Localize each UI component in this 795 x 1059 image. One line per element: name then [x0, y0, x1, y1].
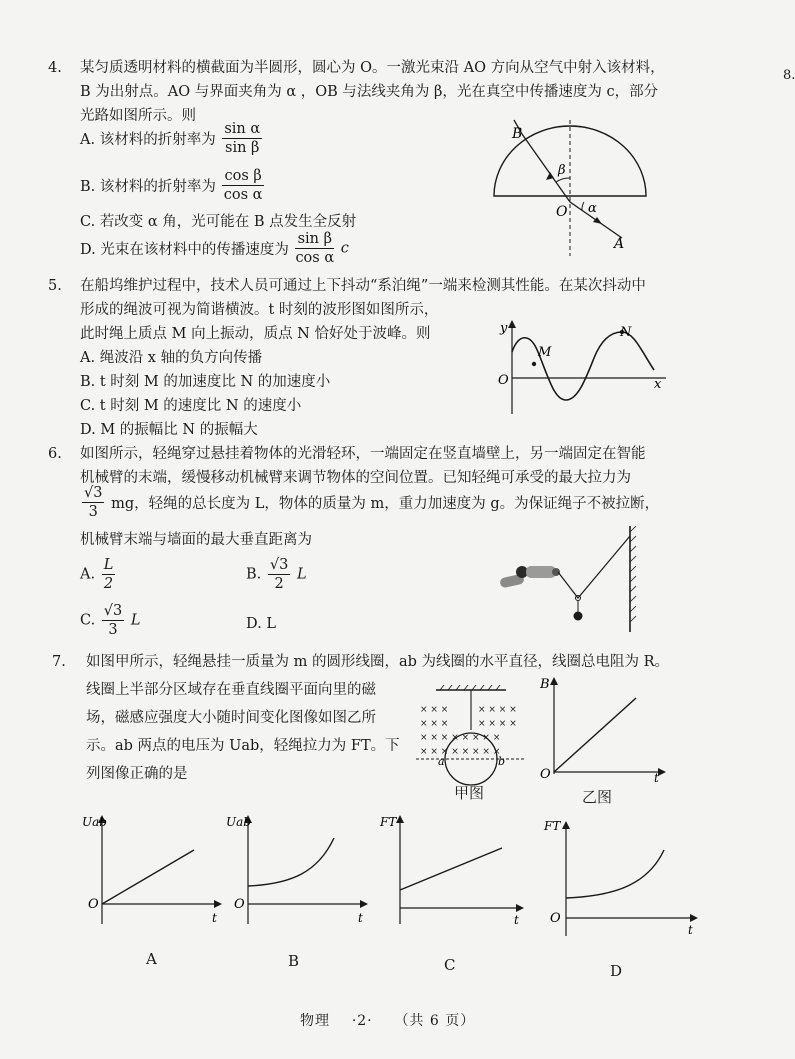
label-b: b	[498, 755, 506, 768]
option-c[interactable]: C. t 时刻 M 的速度比 N 的速度小	[80, 398, 302, 414]
curve	[102, 850, 194, 904]
page-footer	[300, 1010, 475, 1030]
y-label: FT	[380, 815, 397, 829]
semicircle-refraction-diagram	[484, 118, 654, 258]
fraction: $\frac{\text{sin α}}{\text{sin β}}$	[224, 121, 261, 156]
footer-total: （共 6 页）	[394, 1013, 476, 1029]
arrow-icon	[658, 768, 666, 776]
label-alpha: α	[588, 201, 597, 216]
question-text-line: 此时绳上质点 M 向上振动，质点 N 恰好处于波峰。则	[80, 326, 431, 342]
robot-arm-rope-diagram	[496, 522, 646, 634]
label-b: B	[512, 126, 523, 142]
svg-text:× × × × × × × ×: × × × × × × × ×	[420, 733, 501, 743]
svg-text:× × ×: × × ×	[420, 719, 449, 729]
label-o: O	[550, 911, 561, 926]
graph-a-label: A	[146, 950, 157, 968]
label-t: t	[688, 923, 693, 937]
fraction: $\frac{√3}{2}$	[269, 557, 289, 592]
question-text-line: 某匀质透明材料的横截面为半圆形，圆心为 O。一激光束沿 AO 方向从空气中射入该材料，	[80, 60, 665, 76]
option-b[interactable]: B. $\frac{√3}{2}$ L	[246, 557, 307, 592]
graph-c[interactable]	[378, 810, 528, 926]
svg-text:× × × ×: × × × ×	[478, 719, 517, 729]
option-c[interactable]: C. $\frac{√3}{3}$ L	[80, 603, 141, 638]
option-a[interactable]: A. 该材料的折射率为 $\frac{\text{sin α}}{\text{sin β}}$	[80, 121, 261, 156]
figure-caption-yi: 乙图	[582, 788, 613, 806]
option-b[interactable]: B. t 时刻 M 的加速度比 N 的加速度小	[80, 374, 331, 390]
ceiling-hatching	[440, 685, 500, 690]
label-x: x	[654, 377, 662, 392]
question-text-line: 如图甲所示，轻绳悬挂一质量为 m 的圆形线圈，ab 为线圈的水平直径，线圈总电阻为 R。	[86, 654, 670, 670]
point-m	[532, 362, 536, 366]
label-a: a	[438, 755, 445, 768]
b-t-graph	[538, 674, 668, 784]
magnetic-field-crosses	[420, 705, 517, 757]
label-n: N	[620, 325, 632, 340]
label-m: M	[538, 345, 552, 360]
y-label: Uab	[82, 815, 107, 829]
arrow-icon	[690, 914, 698, 922]
question-text-line: 机械臂的末端，缓慢移动机械臂来调节物体的空间位置。已知轻绳可承受的最大拉力为	[80, 470, 631, 486]
option-a[interactable]: A. 绳波沿 x 轴的负方向传播	[80, 350, 263, 366]
question-number: 4.	[48, 60, 62, 76]
alpha-angle-arc	[582, 202, 584, 210]
svg-text:× × ×: × × ×	[420, 705, 449, 715]
question-number: 6.	[48, 446, 62, 462]
question-text-line: B 为出射点。AO 与界面夹角为 α ，OB 与法线夹角为 β，光在真空中传播速度为 c，部分	[80, 84, 659, 100]
question-text-line: 在船坞维护过程中，技术人员可通过上下抖动“系泊绳”一端来检测其性能。在某次抖动中	[80, 278, 646, 294]
y-label: Uab	[226, 815, 251, 829]
graph-d-label: D	[610, 962, 623, 980]
b-line	[554, 698, 636, 772]
footer-page: ·2·	[351, 1013, 373, 1029]
fraction: $\frac{\text{sin β}}{\text{cos α}}$	[295, 231, 335, 266]
coil-field-diagram	[414, 682, 530, 794]
curve	[566, 850, 664, 898]
curve	[400, 848, 502, 890]
robot-arm-icon	[499, 566, 560, 588]
question-text-line: 如图所示，轻绳穿过悬挂着物体的光滑轻环，一端固定在竖直墙壁上，另一端固定在智能	[80, 446, 646, 462]
graph-d[interactable]	[540, 814, 700, 938]
label-t: t	[654, 771, 659, 785]
figure-caption-jia: 甲图	[454, 784, 485, 802]
fraction: $\frac{L}{2}$	[103, 557, 114, 592]
beta-angle-arc	[556, 178, 570, 182]
page-side-mark: 8.	[783, 68, 795, 83]
graph-c-label: C	[444, 956, 456, 974]
label-o: O	[88, 897, 99, 912]
wall-hatching	[630, 526, 636, 622]
wave-diagram	[494, 318, 670, 418]
graph-b[interactable]	[222, 810, 372, 926]
option-d[interactable]: D. 光束在该材料中的传播速度为 $\frac{\text{sin β}}{\text{cos α}}$ c	[80, 231, 349, 266]
arrow-icon	[562, 821, 570, 829]
arrow-icon	[516, 904, 524, 912]
question-text-line: $\frac{√3}{3}$ mg，轻绳的总长度为 L，物体的质量为 m，重力加速度为 g。为保证绳子不被拉断，	[84, 485, 660, 520]
label-t: t	[358, 911, 363, 925]
label-o: O	[540, 767, 551, 782]
svg-text:× × × × × × × ×: × × × × × × × ×	[420, 747, 501, 757]
question-text-line: 机械臂末端与墙面的最大垂直距离为	[80, 532, 312, 548]
option-d[interactable]: D. L	[246, 616, 276, 632]
y-label: FT	[544, 819, 561, 833]
arrow-icon	[360, 900, 368, 908]
label-o: O	[556, 204, 568, 220]
footer-subject: 物理	[300, 1013, 330, 1029]
question-text-line: 列图像正确的是	[86, 766, 188, 782]
question-text-line: 光路如图所示。则	[80, 108, 196, 124]
question-text-line: 形成的绳波可视为简谐横波。t 时刻的波形图如图所示，	[80, 302, 439, 318]
svg-text:× × × ×: × × × ×	[478, 705, 517, 715]
arrow-icon	[550, 677, 558, 685]
arrow-icon	[546, 172, 554, 180]
question-text-line: 场，磁感应强度大小随时间变化图像如图乙所	[86, 710, 376, 726]
graph-a[interactable]	[78, 810, 224, 926]
hanging-mass	[574, 612, 583, 621]
option-a[interactable]: A. $\frac{L}{2}$	[80, 557, 114, 592]
question-text-line: 线圈上半部分区域存在垂直线圈平面向里的磁	[86, 682, 376, 698]
option-b[interactable]: B. 该材料的折射率为 $\frac{\text{cos β}}{\text{cos α}}$	[80, 168, 263, 203]
rope	[558, 536, 630, 598]
label-o: O	[498, 373, 509, 388]
arrow-icon	[396, 815, 404, 823]
arrow-icon	[593, 217, 602, 224]
label-a: A	[614, 236, 625, 252]
label-beta: β	[558, 163, 566, 178]
question-text-line: 示。ab 两点的电压为 Uab，轻绳拉力为 FT。下	[86, 738, 400, 754]
curve	[248, 838, 334, 886]
arrow-icon	[508, 320, 516, 328]
label-b: B	[540, 677, 550, 692]
fraction: $\frac{\text{cos β}}{\text{cos α}}$	[223, 168, 263, 203]
option-d[interactable]: D. M 的振幅比 N 的振幅大	[80, 422, 258, 438]
fraction: $\frac{√3}{3}$	[84, 485, 103, 520]
arrow-icon	[214, 900, 222, 908]
label-o: O	[234, 897, 245, 912]
question-number: 5.	[48, 278, 62, 294]
question-number: 7.	[52, 654, 66, 670]
label-t: t	[514, 913, 519, 927]
label-y: y	[500, 321, 508, 336]
graph-b-label: B	[288, 952, 300, 970]
option-c[interactable]: C. 若改变 α 角，光可能在 B 点发生全反射	[80, 214, 357, 230]
label-t: t	[212, 911, 217, 925]
fraction: $\frac{√3}{3}$	[103, 603, 123, 638]
